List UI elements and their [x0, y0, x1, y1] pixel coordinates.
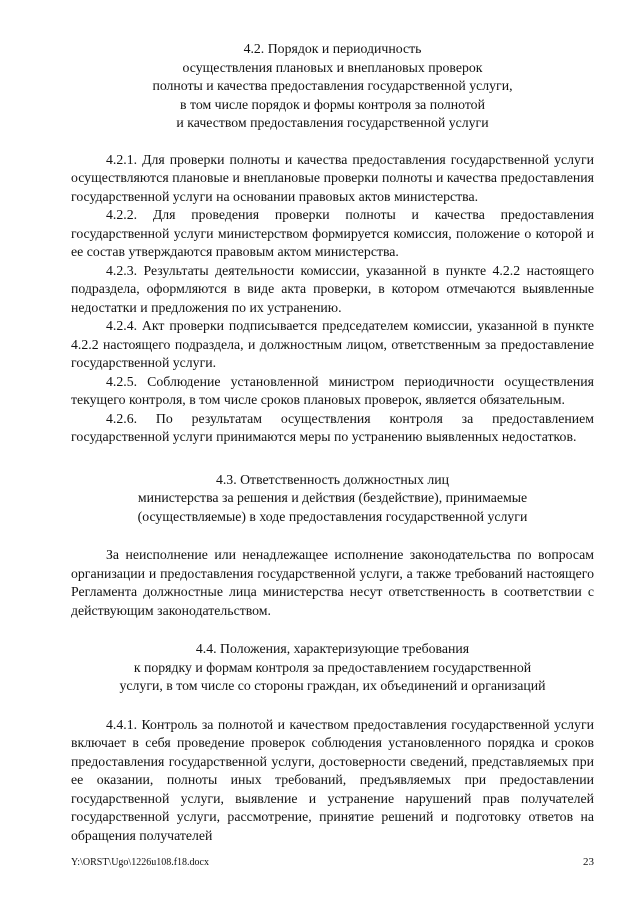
paragraph-4-2-6: 4.2.6. По результатам осуществления контроля за предоставлением государственной услуги принимаются меры по устранению выявленных недостатков. [71, 410, 594, 444]
footer-file-path: Y:\ORST\Ugo\1226u108.f18.docx [71, 857, 209, 868]
paragraph-4-2-2: 4.2.2. Для проведения проверки полноты и качества предоставления государственной услуги министерством формируется комиссия, положение о которой и ее состав утверждаются правовым актом министерства. [71, 207, 594, 259]
heading-line: услуги, в том числе со стороны граждан, их объединений и организаций [119, 678, 546, 693]
heading-line: министерства за решения и действия (бездействие), принимаемые [137, 490, 528, 505]
paragraph-4-2-4: 4.2.4. Акт проверки подписывается председателем комиссии, указанной в пункте 4.2.2 настоящего подраздела, и должностным лицом, ответственным за предоставление государственной услуги. [71, 318, 594, 370]
heading-line: (осуществляемые) в ходе предоставления государственной услуги [137, 508, 528, 524]
heading-line: 4.3. Ответственность должностных лиц [215, 471, 450, 487]
paragraph-4-2-3: 4.2.3. Результаты деятельности комиссии, указанной в пункте 4.2.2 настоящего подраздела, оформляются в виде акта проверки, в котором отмечаются выявленные недостатки и предложения по их устранению. [71, 262, 594, 315]
paragraph-4-4-1: 4.4.1. Контроль за полнотой и качеством предоставления государственной услуги включает в себя проведение проверок соблюдения установленного порядка и сроков предоставления государственной услуги, достоверности сведений, представляемых при ее оказании, полноты иных требований, предъявляемых при предоставлении государственной услуги, выявление и устранение нарушений прав получателей государственной услуги, рассмотрение, принятие решений и подготовку ответов на обращения получателей [71, 716, 594, 843]
document-body [71, 40, 594, 845]
heading-line: в том числе порядок и формы контроля за полнотой [180, 96, 485, 112]
section-4-3-heading [71, 471, 594, 527]
paragraph-4-2-1: 4.2.1. Для проверки полноты и качества предоставления государственной услуги осуществляются плановые и внеплановые проверки полноты и качества предоставления государственной услуги на основании правовых актов министерства. [71, 151, 594, 204]
heading-line: и качеством предоставления государственной услуги [176, 115, 489, 130]
paragraph-4-3: За неисполнение или ненадлежащее исполнение законодательства по вопросам организации и предоставления государственной услуги, а также требований настоящего Регламента должностные лица министерства несут ответственность в соответствии с действующим законодательством. [71, 547, 594, 618]
heading-line: полноты и качества предоставления государственной услуги, [152, 78, 513, 93]
paragraph-4-2-5: 4.2.5. Соблюдение установленной министром периодичности осуществления текущего контроля, в том числе сроков плановых проверок, является обязательным. [71, 373, 594, 407]
section-4-2-heading [71, 40, 594, 133]
heading-line: 4.2. Порядок и периодичность [243, 41, 422, 56]
footer-page-number: 23 [583, 856, 594, 868]
heading-line: к порядку и формам контроля за предоставлением государственной [133, 659, 532, 675]
section-4-4-heading [71, 640, 594, 696]
heading-line: осуществления плановых и внеплановых проверок [182, 59, 483, 75]
heading-line: 4.4. Положения, характеризующие требования [195, 641, 470, 656]
